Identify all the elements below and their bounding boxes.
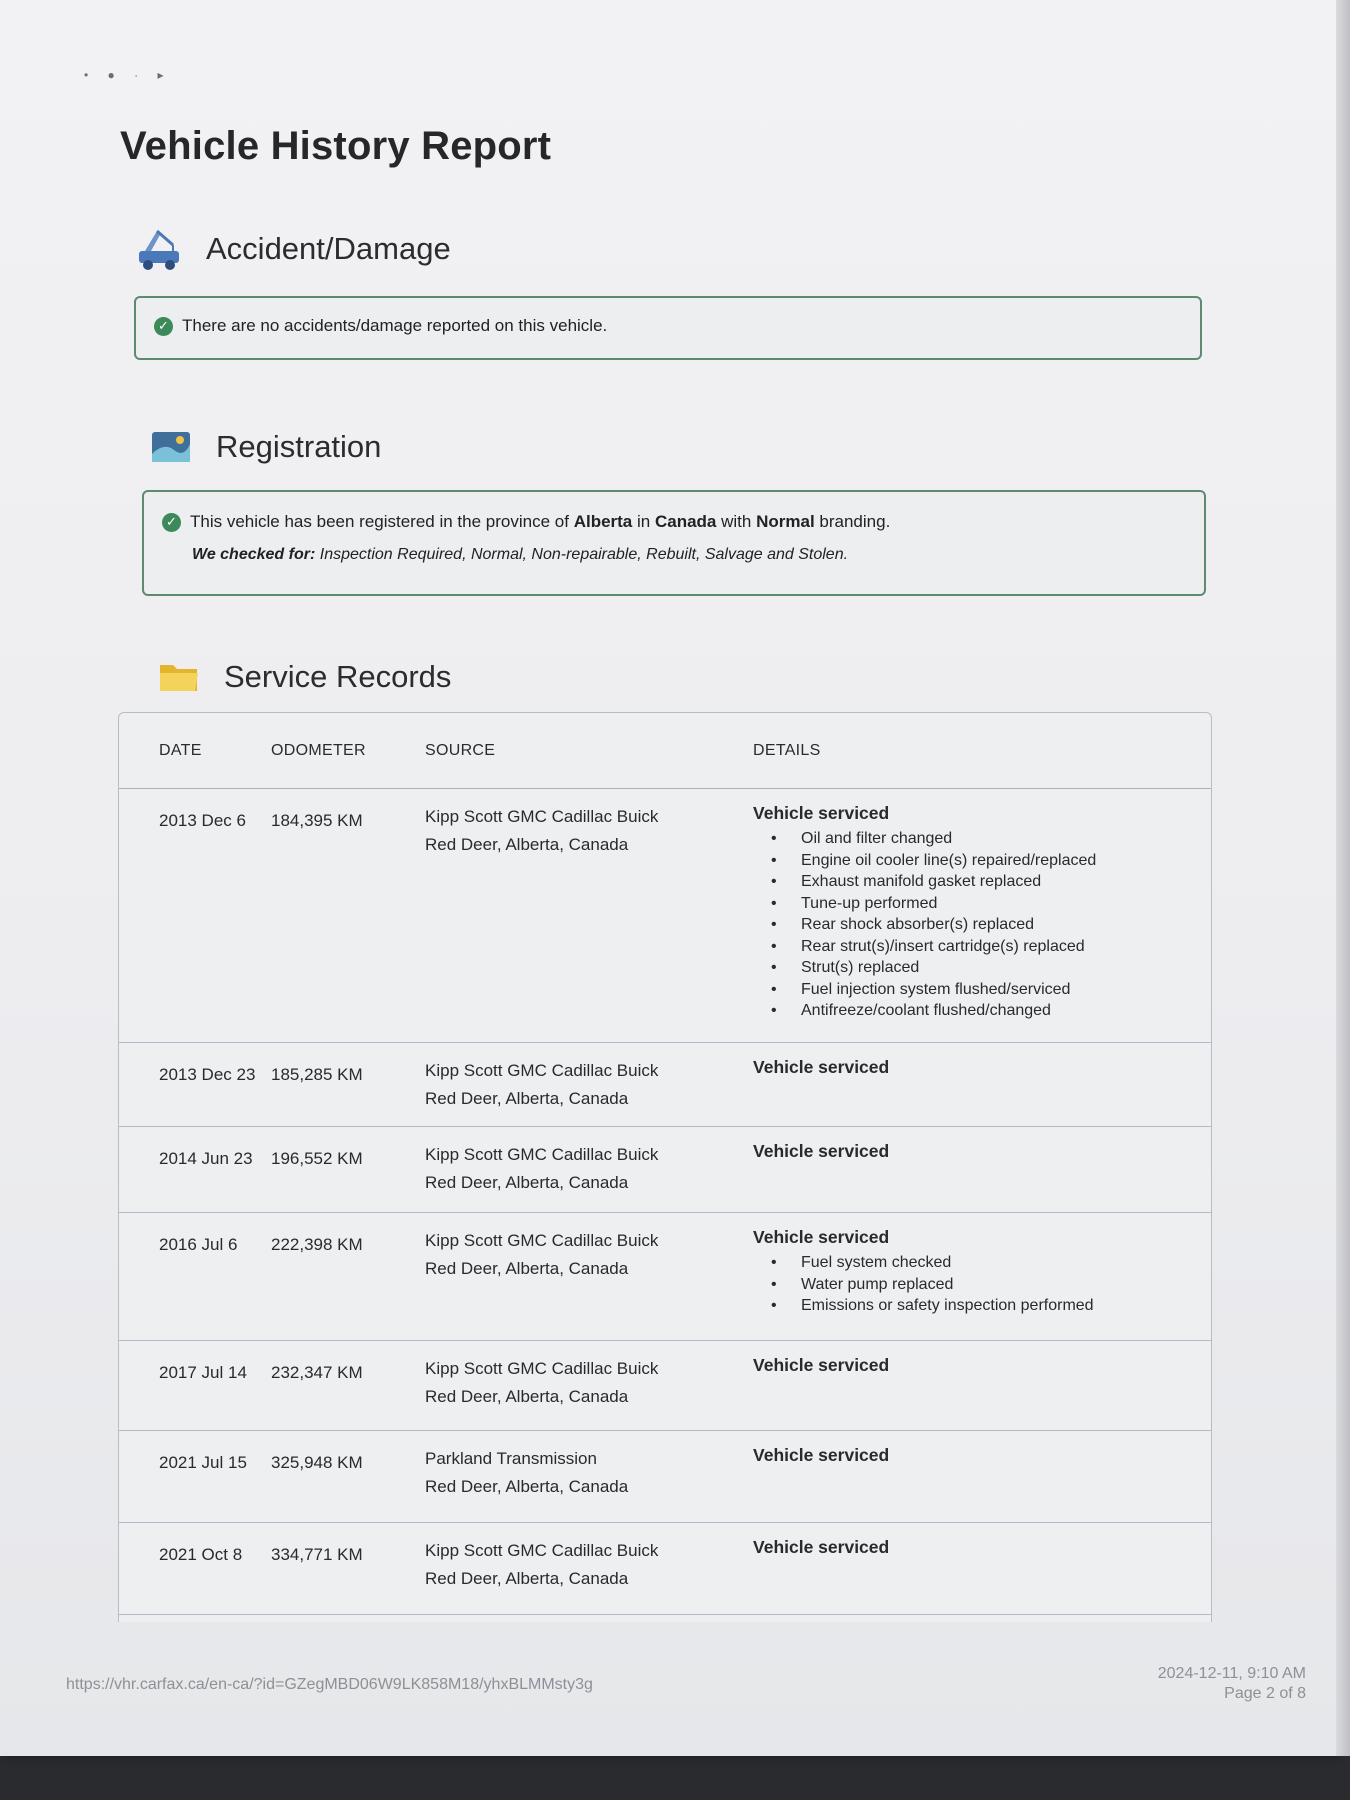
row-details xyxy=(729,1213,1211,1340)
detail-list xyxy=(753,828,1211,1022)
table-header xyxy=(119,713,1211,789)
source-location: Red Deer, Alberta, Canada xyxy=(425,1387,629,1406)
detail-list xyxy=(753,1252,1211,1317)
table-row xyxy=(119,1523,1211,1615)
footer-page-number: Page 2 of 8 xyxy=(1224,1685,1306,1702)
row-source xyxy=(409,789,729,1042)
detail-title: Vehicle serviced xyxy=(753,1537,890,1557)
accident-status-box xyxy=(134,296,1202,360)
row-date: 2016 Jul 6 xyxy=(159,1235,238,1254)
row-source xyxy=(409,1431,729,1522)
detail-title: Vehicle serviced xyxy=(753,1141,890,1161)
row-date: 2014 Jun 23 xyxy=(159,1149,253,1168)
detail-item: • Emissions or safety inspection performed xyxy=(753,1295,1211,1317)
row-odometer: 196,552 KM xyxy=(271,1149,363,1168)
column-header-odometer: ODOMETER xyxy=(271,741,366,759)
source-name: Kipp Scott GMC Cadillac Buick xyxy=(425,807,659,826)
table-row xyxy=(119,1431,1211,1523)
registration-country: Canada xyxy=(654,512,717,531)
detail-item: • Strut(s) replaced xyxy=(753,957,1211,979)
source-location: Red Deer, Alberta, Canada xyxy=(425,1089,629,1108)
registration-section-header xyxy=(144,420,381,474)
source-name: Kipp Scott GMC Cadillac Buick xyxy=(425,1145,659,1164)
source-location: Red Deer, Alberta, Canada xyxy=(425,1477,629,1496)
service-heading: Service Records xyxy=(224,659,452,694)
paper-edge xyxy=(1336,0,1350,1756)
detail-item: • Water pump replaced xyxy=(753,1274,1211,1296)
registration-province: Alberta xyxy=(573,512,633,531)
accident-message: There are no accidents/damage reported on this vehicle. xyxy=(182,316,608,335)
row-odometer: 184,395 KM xyxy=(271,811,363,830)
footer-timestamp: 2024-12-11, 9:10 AM xyxy=(1157,1665,1306,1682)
source-location: Red Deer, Alberta, Canada xyxy=(425,835,629,854)
row-date: 2013 Dec 23 xyxy=(159,1065,256,1084)
row-details xyxy=(729,1043,1211,1126)
table-row xyxy=(119,1213,1211,1341)
source-name: Kipp Scott GMC Cadillac Buick xyxy=(425,1231,659,1250)
detail-title: Vehicle serviced xyxy=(753,1057,890,1077)
column-header-details: DETAILS xyxy=(753,741,821,759)
page-title: Vehicle History Report xyxy=(120,124,552,168)
table-body xyxy=(119,789,1211,1615)
detail-item: • Tune-up performed xyxy=(753,893,1211,915)
row-details xyxy=(729,1341,1211,1430)
checked-for-line: We checked for: Inspection Required, Normal, Non-repairable, Rebuilt, Salvage and Stolen. xyxy=(192,546,849,563)
registration-branding: Normal xyxy=(756,512,815,531)
source-name: Parkland Transmission xyxy=(425,1449,597,1468)
row-source xyxy=(409,1213,729,1340)
row-details xyxy=(729,789,1211,1042)
registration-message: This vehicle has been registered in the province of Alberta in Canada with Normal branding. xyxy=(190,512,891,531)
registration-status-box xyxy=(142,490,1206,596)
detail-title: Vehicle serviced xyxy=(753,1227,890,1247)
row-details xyxy=(729,1431,1211,1522)
detail-item: • Rear strut(s)/insert cartridge(s) replaced xyxy=(753,936,1211,958)
logo-mark: • ● · ▸ xyxy=(84,68,172,82)
detail-title: Vehicle serviced xyxy=(753,1445,890,1465)
detail-item: • Oil and filter changed xyxy=(753,828,1211,850)
row-details xyxy=(729,1523,1211,1614)
detail-item: • Fuel injection system flushed/serviced xyxy=(753,979,1211,1001)
source-location: Red Deer, Alberta, Canada xyxy=(425,1259,629,1278)
table-row xyxy=(119,1341,1211,1431)
check-circle-icon: ✓ xyxy=(162,513,181,532)
row-source xyxy=(409,1341,729,1430)
row-odometer: 232,347 KM xyxy=(271,1363,363,1382)
column-header-date: DATE xyxy=(159,741,202,759)
source-name: Kipp Scott GMC Cadillac Buick xyxy=(425,1359,659,1378)
row-source xyxy=(409,1043,729,1126)
registration-heading: Registration xyxy=(216,429,382,464)
footer-url: https://vhr.carfax.ca/en-ca/?id=GZegMBD06W9LK858M18/yhxBLMMsty3g xyxy=(66,1676,593,1693)
detail-item: • Antifreeze/coolant flushed/changed xyxy=(753,1000,1211,1022)
registration-card-icon xyxy=(144,420,198,474)
detail-item: • Exhaust manifold gasket replaced xyxy=(753,871,1211,893)
row-source xyxy=(409,1127,729,1212)
detail-title: Vehicle serviced xyxy=(753,803,890,823)
row-odometer: 334,771 KM xyxy=(271,1545,363,1564)
source-name: Kipp Scott GMC Cadillac Buick xyxy=(425,1061,659,1080)
detail-title: Vehicle serviced xyxy=(753,1355,890,1375)
detail-item: • Fuel system checked xyxy=(753,1252,1211,1274)
detail-item: • Engine oil cooler line(s) repaired/replaced xyxy=(753,850,1211,872)
table-row xyxy=(119,1127,1211,1213)
row-date: 2017 Jul 14 xyxy=(159,1363,247,1382)
table-row xyxy=(119,1043,1211,1127)
tow-truck-icon xyxy=(134,222,188,276)
row-odometer: 222,398 KM xyxy=(271,1235,363,1254)
source-location: Red Deer, Alberta, Canada xyxy=(425,1173,629,1192)
row-date: 2021 Oct 8 xyxy=(159,1545,243,1564)
row-date: 2021 Jul 15 xyxy=(159,1453,247,1472)
row-odometer: 185,285 KM xyxy=(271,1065,363,1084)
accident-section-header xyxy=(134,222,451,276)
footer-meta xyxy=(1158,1664,1306,1704)
source-name: Kipp Scott GMC Cadillac Buick xyxy=(425,1541,659,1560)
column-header-source: SOURCE xyxy=(425,741,496,759)
detail-item: • Rear shock absorber(s) replaced xyxy=(753,914,1211,936)
service-section-header xyxy=(152,650,451,704)
check-circle-icon: ✓ xyxy=(154,317,173,336)
folder-icon xyxy=(152,650,206,704)
row-odometer: 325,948 KM xyxy=(271,1453,363,1472)
row-details xyxy=(729,1127,1211,1212)
source-location: Red Deer, Alberta, Canada xyxy=(425,1569,629,1588)
table-row xyxy=(119,789,1211,1043)
row-date: 2013 Dec 6 xyxy=(159,811,246,830)
service-records-table xyxy=(118,712,1212,1622)
row-source xyxy=(409,1523,729,1614)
accident-heading: Accident/Damage xyxy=(206,231,451,266)
